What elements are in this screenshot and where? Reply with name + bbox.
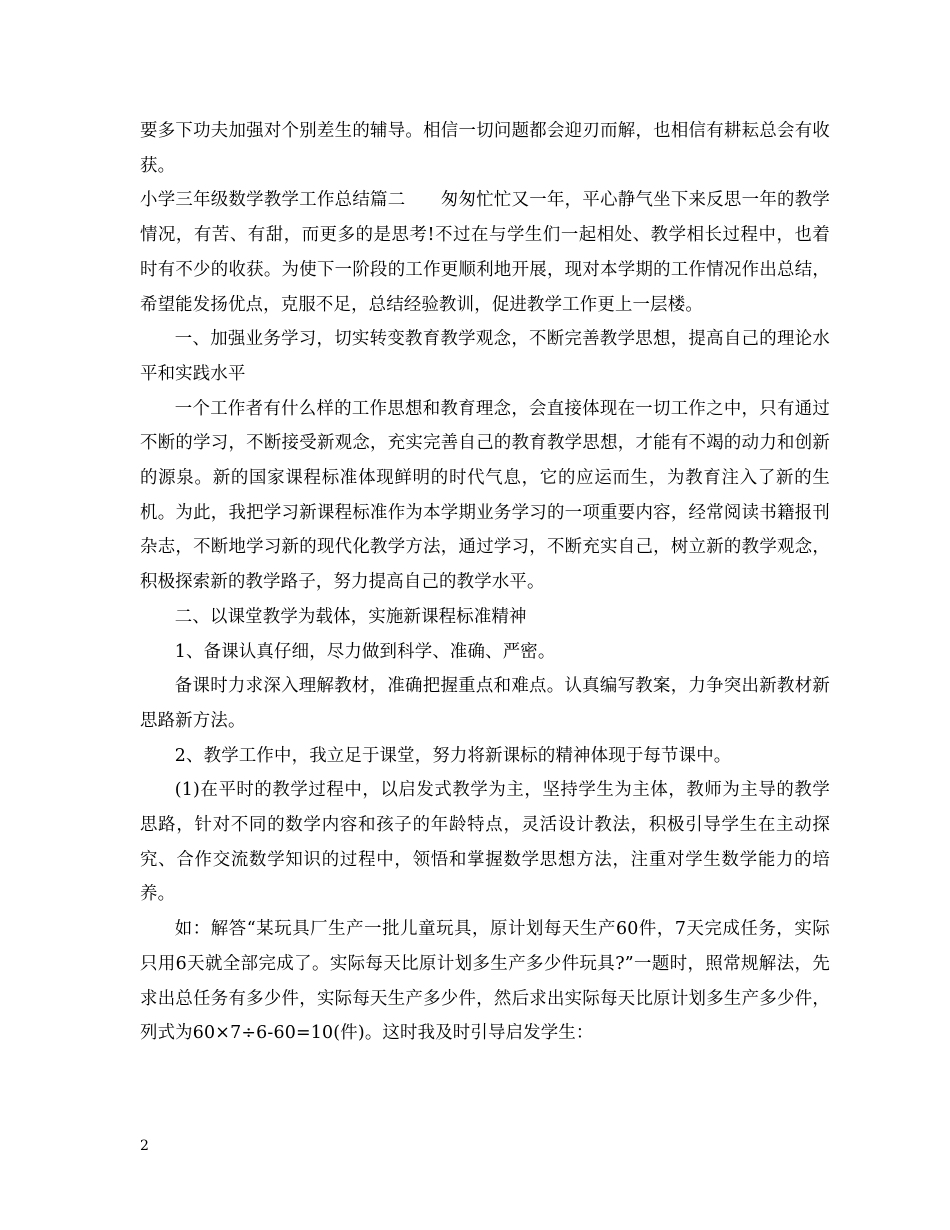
paragraph-5: (1)在平时的教学过程中，以启发式教学为主，坚持学生为主体，教师为主导的教学思路，针对不同的数学内容和孩子的年龄特点，灵活设计教法，积极引导学生在主动探究、合作交流数学知识的过程中，领悟和掌握数学思想方法，注重对学生数学能力的培养。 (140, 780, 830, 905)
paragraph-2: 小学三年级数学教学工作总结篇二 匆匆忙忙又一年，平心静气坐下来反思一年的教学情况，有苦、有甜，而更多的是思考!不过在与学生们一起相处、教学相长过程中，也着时有不少的收获。为使下一阶段的工作更顺利地开展，现对本学期的工作情况作出总结，希望能发扬优点，克服不足，总结经验教训，促进教学工作更上一层楼。 (140, 190, 830, 315)
paragraph-3: 一个工作者有什么样的工作思想和教育理念，会直接体现在一切工作之中，只有通过不断的学习，不断接受新观念，充实完善自己的教育教学思想，才能有不竭的动力和创新的源泉。新的国家课程标准体现鲜明的时代气息，它的应运而生，为教育注入了新的生机。为此，我把学习新课程标准作为本学期业务学习的一项重要内容，经常阅读书籍报刊杂志，不断地学习新的现代化教学方法，通过学习，不断充实自己，树立新的教学观念，积极探索新的教学路子，努力提高自己的教学水平。 (140, 398, 830, 593)
section-heading-2: 二、以课堂教学为载体，实施新课程标准精神 (174, 606, 527, 627)
section-heading-1: 一、加强业务学习，切实转变教育教学观念，不断完善教学思想，提高自己的理论水平和实践水平 (140, 329, 830, 384)
document-body (140, 114, 830, 1051)
subheading-2: 2、教学工作中，我立足于课堂，努力将新课标的精神体现于每节课中。 (174, 745, 732, 766)
paragraph-6: 如：解答“某玩具厂生产一批儿童玩具，原计划每天生产60件，7天完成任务，实际只用6天就全部完成了。实际每天比原计划多生产多少件玩具?”一题时，照常规解法，先求出总任务有多少件，实际每天生产多少件，然后求出实际每天比原计划多生产多少件，列式为60×7÷6-60=10(件)。这时我及时引导启发学生： (140, 919, 830, 1044)
paragraph-4: 备课时力求深入理解教材，准确把握重点和难点。认真编写教案，力争突出新教材新思路新方法。 (140, 676, 830, 731)
page-number: 2 (140, 1138, 149, 1154)
paragraph-1: 要多下功夫加强对个别差生的辅导。相信一切问题都会迎刃而解，也相信有耕耘总会有收获。 (140, 121, 830, 176)
subheading-1: 1、备课认真仔细，尽力做到科学、准确、严密。 (174, 641, 556, 662)
